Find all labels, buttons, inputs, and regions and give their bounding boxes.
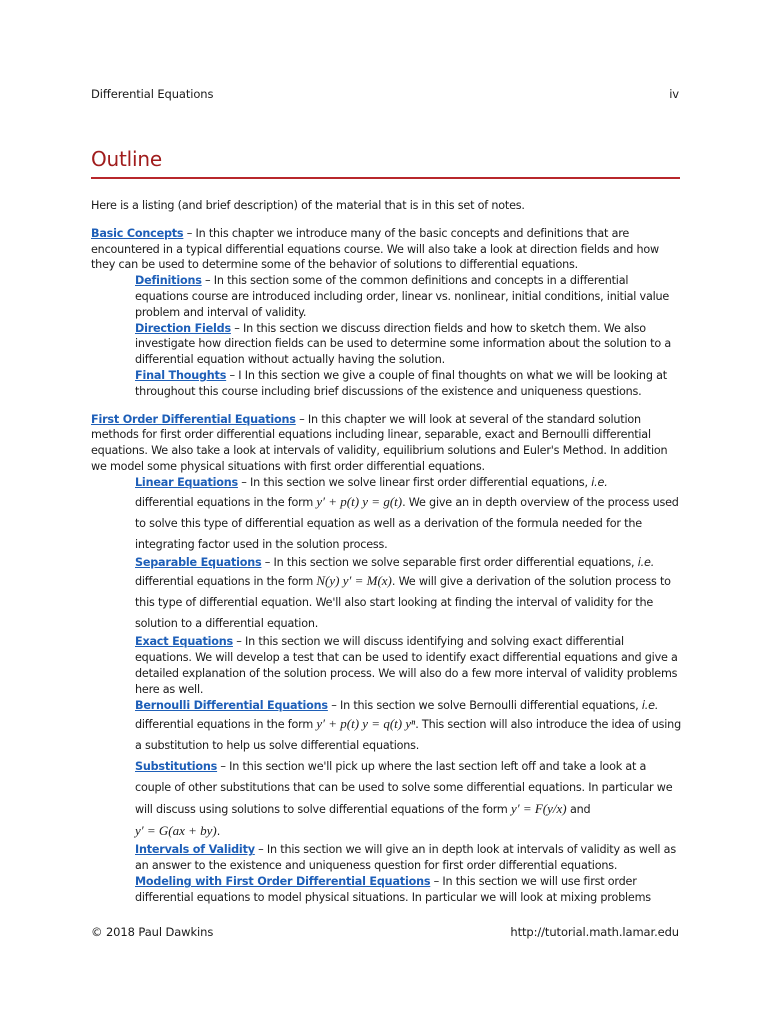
outline-body — [91, 198, 683, 918]
subsection-description: – In this section we will discuss identifying and solving exact differential equations. We will develop a test that can be used to identify exact differential equations and give a detailed explanation of the solution process. We will also do a few more interval of validity problems here as well. — [135, 635, 678, 696]
subsection-link-intervals-of-validity[interactable]: Intervals of Validity — [135, 843, 255, 857]
math-formula: y′ + p(t) y = g(t) — [316, 493, 403, 509]
subsection-substitutions — [135, 756, 683, 842]
subsection-description: – In this section we discuss direction fields and how to sketch them. We also investigate how direction fields can be used to determine some information about the solution to a differential equation without actually having the solution. — [135, 321, 671, 367]
conjunction-text: and — [566, 803, 591, 817]
subsection-description: – In this section we solve Bernoulli differential equations, — [327, 698, 642, 712]
subsection-description: differential equations in the form — [135, 495, 317, 509]
punctuation: . — [216, 825, 221, 839]
chapter-entry — [91, 412, 683, 475]
page-title: Outline — [91, 147, 162, 171]
subsection-description: – In this section we will give an in depth look at intervals of validity as well as an answer to the existence and uniqueness question for first order differential equations. — [135, 843, 676, 873]
subsection-description: differential equations in the form — [135, 575, 317, 589]
ie-text: i.e. — [641, 698, 659, 712]
math-formula: y′ + p(t) y = q(t) yⁿ — [316, 716, 416, 732]
formula-line — [135, 491, 683, 555]
subsection-link-substitutions[interactable]: Substitutions — [135, 760, 218, 774]
title-rule — [91, 177, 680, 179]
subsection-direction-fields — [135, 321, 683, 368]
chapter-entry — [91, 226, 683, 273]
math-formula: y′ = G(ax + by) — [135, 823, 217, 839]
section-first-order — [91, 412, 683, 906]
math-formula: N(y) y′ = M(x) — [316, 573, 392, 589]
formula-line — [135, 713, 683, 756]
subsection-separable-equations — [135, 555, 683, 635]
subsection-description: – I In this section we give a couple of final thoughts on what we will be looking at throughout this course including brief discussions of the existence and uniqueness questions. — [135, 368, 667, 398]
subsection-description: – In this section we will use first order differential equations to model physical situations. In particular we will look at mixing problems — [135, 874, 651, 904]
chapter-link-basic-concepts[interactable]: Basic Concepts — [91, 226, 184, 240]
subsection-description: – In this section we'll pick up where the last section left off and take a look at a couple of other substitutions that can be used to solve some differential equations. In particular we will discuss using solutions to solve differential equations of the form — [135, 760, 673, 817]
chapter-link-first-order[interactable]: First Order Differential Equations — [91, 412, 296, 426]
subsection-intervals-of-validity — [135, 842, 683, 874]
page-footer — [91, 925, 679, 941]
subsection-link-linear-equations[interactable]: Linear Equations — [135, 475, 238, 489]
subsection-modeling — [135, 874, 683, 906]
subsection-link-exact-equations[interactable]: Exact Equations — [135, 635, 233, 649]
formula-line — [135, 820, 683, 842]
chapter-description: – In this chapter we introduce many of the basic concepts and definitions that are encountered in a typical differential equations course. We will also take a look at direction fields and how they can be used to determine some of the behavior of solutions to differential equations. — [91, 226, 660, 272]
subsection-description: . This section will also introduce the idea of using a substitution to help us solve differential equations. — [135, 718, 681, 753]
subsection-description: . We give an in depth overview of the process used to solve this type of differential equation as well as a derivation of the formula needed for the integrating factor used in the solution process. — [135, 495, 679, 551]
math-formula: y′ = F(y/x) — [510, 801, 567, 817]
subsection-link-separable-equations[interactable]: Separable Equations — [135, 555, 262, 569]
header-title: Differential Equations — [91, 87, 214, 101]
page-header — [91, 87, 679, 103]
subsection-final-thoughts — [135, 368, 683, 400]
footer-url[interactable]: http://tutorial.math.lamar.edu — [510, 925, 679, 939]
subsection-description: differential equations in the form — [135, 718, 317, 732]
copyright-text: © 2018 Paul Dawkins — [91, 925, 214, 939]
ie-text: i.e. — [637, 555, 655, 569]
ie-text: i.e. — [591, 475, 608, 489]
subsection-description: – In this section we solve separable first order differential equations, — [261, 555, 638, 569]
subsection-link-bernoulli[interactable]: Bernoulli Differential Equations — [135, 698, 328, 712]
subsection-description: . We will give a derivation of the solution process to this type of differential equation. We'll also start looking at finding the interval of validity for the solution to a differential equation. — [135, 575, 671, 631]
subsection-exact-equations — [135, 634, 683, 697]
chapter-description: – In this chapter we will look at several of the standard solution methods for first order differential equations including linear, separable, exact and Bernoulli differential equations. We also take a look at intervals of validity, equilibrium solutions and Euler's Method. In addition we model some physical situations with first order differential equations. — [91, 412, 668, 473]
subsection-link-definitions[interactable]: Definitions — [135, 274, 202, 288]
subsection-link-modeling[interactable]: Modeling with First Order Differential Equations — [135, 874, 431, 888]
subsection-link-direction-fields[interactable]: Direction Fields — [135, 321, 231, 335]
formula-line — [135, 570, 683, 634]
subsection-link-final-thoughts[interactable]: Final Thoughts — [135, 368, 227, 382]
intro-text: Here is a listing (and brief description) of the material that is in this set of notes. — [91, 199, 525, 212]
subsection-description: – In this section we solve linear first order differential equations, — [237, 475, 592, 489]
subsection-description: – In this section some of the common definitions and concepts in a differential equations course are introduced including order, linear vs. nonlinear, initial conditions, initial value problem and interval of validity. — [135, 274, 670, 319]
subsection-bernoulli — [135, 698, 683, 757]
subsection-linear-equations — [135, 475, 683, 555]
subsection-definitions — [135, 273, 683, 320]
section-basic-concepts — [91, 226, 683, 400]
page-number: iv — [669, 87, 679, 101]
